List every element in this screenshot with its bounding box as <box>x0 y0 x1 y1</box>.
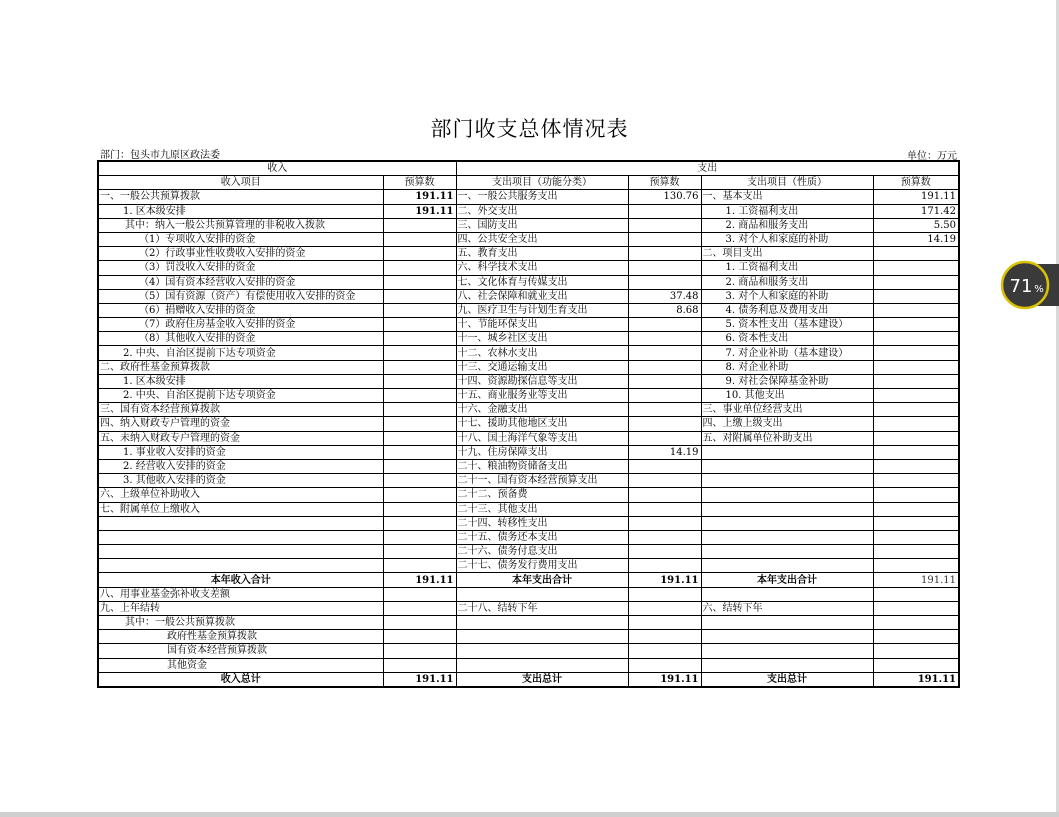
budget-cell <box>628 658 701 672</box>
item-cell: （7）政府住房基金收入安排的资金 <box>98 318 383 332</box>
budget-cell <box>873 658 959 672</box>
item-cell <box>701 502 873 516</box>
department-label: 部门：包头市九原区政法委 <box>100 150 220 161</box>
item-cell: 1. 事业收入安排的资金 <box>98 445 383 459</box>
item-cell: （3）罚没收入安排的资金 <box>98 261 383 275</box>
budget-cell <box>873 332 959 346</box>
budget-cell <box>628 275 701 289</box>
table-row <box>98 318 959 332</box>
table-row <box>98 587 959 601</box>
zoom-value: 71 <box>1009 276 1033 297</box>
table-row <box>98 601 959 615</box>
budget-cell: 191.11 <box>628 672 701 687</box>
table-row <box>98 474 959 488</box>
table-row <box>98 204 959 218</box>
table-row <box>98 190 959 204</box>
budget-cell <box>628 601 701 615</box>
item-cell: 国有资本经营预算拨款 <box>98 644 383 658</box>
budget-cell <box>628 545 701 559</box>
budget-cell <box>628 261 701 275</box>
budget-cell <box>873 275 959 289</box>
item-cell: 十三、交通运输支出 <box>456 360 628 374</box>
budget-cell: 191.11 <box>628 573 701 587</box>
item-cell: 本年支出合计 <box>456 573 628 587</box>
item-cell: 三、国有资本经营预算拨款 <box>98 403 383 417</box>
budget-cell <box>383 545 456 559</box>
budget-cell <box>383 289 456 303</box>
item-cell: 10. 其他支出 <box>701 389 873 403</box>
col-income-item: 收入项目 <box>98 176 383 190</box>
table-row <box>98 218 959 232</box>
budget-cell <box>383 232 456 246</box>
item-cell <box>701 488 873 502</box>
item-cell: 1. 工资福利支出 <box>701 204 873 218</box>
item-cell <box>98 545 383 559</box>
item-cell <box>701 445 873 459</box>
budget-cell <box>873 459 959 473</box>
item-cell: 二十八、结转下年 <box>456 601 628 615</box>
item-cell <box>98 530 383 544</box>
item-cell: 十一、城乡社区支出 <box>456 332 628 346</box>
budget-cell <box>873 502 959 516</box>
budget-cell <box>383 403 456 417</box>
budget-cell <box>628 332 701 346</box>
item-cell: 十七、援助其他地区支出 <box>456 417 628 431</box>
budget-cell <box>383 431 456 445</box>
item-cell: 6. 资本性支出 <box>701 332 873 346</box>
budget-cell: 191.11 <box>873 190 959 204</box>
budget-cell <box>873 247 959 261</box>
item-cell <box>701 530 873 544</box>
budget-cell <box>628 587 701 601</box>
budget-cell: 14.19 <box>628 445 701 459</box>
budget-cell: 14.19 <box>873 232 959 246</box>
table-row <box>98 261 959 275</box>
item-cell: 1. 工资福利支出 <box>701 261 873 275</box>
budget-cell <box>873 417 959 431</box>
item-cell: 六、结转下年 <box>701 601 873 615</box>
budget-cell <box>873 445 959 459</box>
budget-cell <box>383 445 456 459</box>
table-row <box>98 431 959 445</box>
table-row <box>98 516 959 530</box>
item-cell: 七、附属单位上缴收入 <box>98 502 383 516</box>
budget-cell <box>383 488 456 502</box>
budget-cell <box>383 530 456 544</box>
col-nature-item: 支出项目（性质） <box>701 176 873 190</box>
item-cell: 十、节能环保支出 <box>456 318 628 332</box>
zoom-level-badge[interactable] <box>999 260 1059 310</box>
page-title: 部门收支总体情况表 <box>430 117 629 141</box>
budget-cell <box>383 275 456 289</box>
item-cell <box>701 474 873 488</box>
col-nature-budget: 预算数 <box>873 176 959 190</box>
item-cell: （4）国有资本经营收入安排的资金 <box>98 275 383 289</box>
budget-cell <box>628 530 701 544</box>
item-cell: 八、社会保障和就业支出 <box>456 289 628 303</box>
budget-cell <box>383 644 456 658</box>
item-cell: 十五、商业服务业等支出 <box>456 389 628 403</box>
budget-cell <box>873 516 959 530</box>
budget-cell: 191.11 <box>383 190 456 204</box>
budget-cell <box>383 559 456 573</box>
table-row <box>98 502 959 516</box>
table-row <box>98 530 959 544</box>
item-cell: 十九、住房保障支出 <box>456 445 628 459</box>
budget-cell <box>628 360 701 374</box>
budget-cell <box>873 474 959 488</box>
budget-cell <box>628 218 701 232</box>
budget-cell <box>873 374 959 388</box>
budget-cell <box>873 630 959 644</box>
budget-cell <box>383 303 456 317</box>
item-cell: 六、科学技术支出 <box>456 261 628 275</box>
budget-cell: 191.11 <box>383 672 456 687</box>
item-cell <box>701 658 873 672</box>
table-row <box>98 403 959 417</box>
item-cell: 2. 中央、自治区提前下达专项资金 <box>98 346 383 360</box>
budget-cell <box>628 474 701 488</box>
item-cell: 七、文化体育与传媒支出 <box>456 275 628 289</box>
budget-cell <box>873 601 959 615</box>
budget-cell <box>873 318 959 332</box>
budget-cell: 130.76 <box>628 190 701 204</box>
total-row <box>98 672 959 687</box>
item-cell: 八、用事业基金弥补收支差额 <box>98 587 383 601</box>
item-cell: 3. 其他收入安排的资金 <box>98 474 383 488</box>
table-row <box>98 616 959 630</box>
budget-cell <box>628 204 701 218</box>
item-cell: 二十二、预备费 <box>456 488 628 502</box>
item-cell <box>701 630 873 644</box>
total-row <box>98 573 959 587</box>
table-row <box>98 332 959 346</box>
budget-cell <box>873 587 959 601</box>
budget-cell <box>873 488 959 502</box>
item-cell <box>456 658 628 672</box>
table-row <box>98 303 959 317</box>
item-cell <box>701 644 873 658</box>
item-cell: 二、政府性基金预算拨款 <box>98 360 383 374</box>
item-cell: 一、基本支出 <box>701 190 873 204</box>
table-row <box>98 644 959 658</box>
budget-cell <box>383 601 456 615</box>
table-row <box>98 360 959 374</box>
budget-cell <box>383 318 456 332</box>
item-cell <box>701 459 873 473</box>
col-income-budget: 预算数 <box>383 176 456 190</box>
col-func-item: 支出项目（功能分类） <box>456 176 628 190</box>
item-cell: 3. 对个人和家庭的补助 <box>701 289 873 303</box>
section-header-row <box>98 161 959 176</box>
budget-cell <box>628 431 701 445</box>
table-row <box>98 374 959 388</box>
item-cell: 四、纳入财政专户管理的资金 <box>98 417 383 431</box>
budget-summary-table <box>97 160 960 688</box>
income-section-header: 收入 <box>98 161 456 176</box>
budget-cell <box>628 389 701 403</box>
item-cell <box>701 587 873 601</box>
item-cell: 三、事业单位经营支出 <box>701 403 873 417</box>
item-cell: （6）捐赠收入安排的资金 <box>98 303 383 317</box>
budget-cell <box>383 374 456 388</box>
item-cell: 其他资金 <box>98 658 383 672</box>
item-cell <box>701 545 873 559</box>
item-cell: 二、外交支出 <box>456 204 628 218</box>
budget-cell <box>628 374 701 388</box>
budget-cell <box>873 360 959 374</box>
item-cell: 五、未纳入财政专户管理的资金 <box>98 431 383 445</box>
budget-cell <box>628 502 701 516</box>
item-cell: 其中：一般公共预算拨款 <box>98 616 383 630</box>
item-cell: 二十六、债务付息支出 <box>456 545 628 559</box>
col-func-budget: 预算数 <box>628 176 701 190</box>
item-cell: 二、项目支出 <box>701 247 873 261</box>
item-cell: 二十、粮油物资储备支出 <box>456 459 628 473</box>
page-bottom-edge <box>0 812 1059 817</box>
budget-cell <box>873 389 959 403</box>
table-row <box>98 545 959 559</box>
budget-cell <box>383 417 456 431</box>
budget-cell <box>873 616 959 630</box>
item-cell: 本年收入合计 <box>98 573 383 587</box>
item-cell: 四、上缴上级支出 <box>701 417 873 431</box>
budget-cell <box>873 346 959 360</box>
budget-cell <box>628 318 701 332</box>
budget-cell <box>628 559 701 573</box>
item-cell: 2. 经营收入安排的资金 <box>98 459 383 473</box>
item-cell: 1. 区本级安排 <box>98 204 383 218</box>
budget-cell: 37.48 <box>628 289 701 303</box>
item-cell: 2. 商品和服务支出 <box>701 218 873 232</box>
budget-cell <box>873 431 959 445</box>
table-row <box>98 389 959 403</box>
item-cell: 二十四、转移性支出 <box>456 516 628 530</box>
budget-cell <box>383 360 456 374</box>
item-cell: 十二、农林水支出 <box>456 346 628 360</box>
budget-cell <box>873 644 959 658</box>
item-cell <box>98 559 383 573</box>
item-cell: 9. 对社会保障基金补助 <box>701 374 873 388</box>
column-header-row <box>98 176 959 190</box>
table-row <box>98 488 959 502</box>
budget-cell <box>383 247 456 261</box>
item-cell: 四、公共安全支出 <box>456 232 628 246</box>
item-cell: 2. 中央、自治区提前下达专项资金 <box>98 389 383 403</box>
item-cell: 7. 对企业补助（基本建设） <box>701 346 873 360</box>
table-row <box>98 630 959 644</box>
table-row <box>98 459 959 473</box>
table-row <box>98 559 959 573</box>
item-cell <box>701 559 873 573</box>
budget-cell <box>383 218 456 232</box>
item-cell: 五、教育支出 <box>456 247 628 261</box>
item-cell <box>456 644 628 658</box>
item-cell: 政府性基金预算拨款 <box>98 630 383 644</box>
table-row <box>98 232 959 246</box>
table-row <box>98 658 959 672</box>
item-cell <box>701 516 873 530</box>
budget-cell <box>628 488 701 502</box>
budget-cell <box>628 346 701 360</box>
budget-cell <box>628 616 701 630</box>
item-cell: 本年支出合计 <box>701 573 873 587</box>
table-row <box>98 445 959 459</box>
budget-cell <box>873 303 959 317</box>
item-cell: 2. 商品和服务支出 <box>701 275 873 289</box>
budget-cell: 8.68 <box>628 303 701 317</box>
zoom-unit: % <box>1034 284 1044 295</box>
budget-cell <box>383 502 456 516</box>
budget-cell <box>873 559 959 573</box>
unit-label: 单位：万元 <box>907 151 957 162</box>
table-row <box>98 289 959 303</box>
item-cell: 支出总计 <box>701 672 873 687</box>
item-cell: 二十三、其他支出 <box>456 502 628 516</box>
budget-cell <box>873 261 959 275</box>
budget-cell: 5.50 <box>873 218 959 232</box>
budget-cell <box>628 516 701 530</box>
budget-cell <box>383 346 456 360</box>
item-cell: 三、国防支出 <box>456 218 628 232</box>
item-cell: 六、上级单位补助收入 <box>98 488 383 502</box>
item-cell: 3. 对个人和家庭的补助 <box>701 232 873 246</box>
budget-cell <box>383 261 456 275</box>
item-cell <box>456 630 628 644</box>
budget-cell: 191.11 <box>873 573 959 587</box>
item-cell: 其中：纳入一般公共预算管理的非税收入拨款 <box>98 218 383 232</box>
budget-cell <box>628 644 701 658</box>
budget-cell <box>873 403 959 417</box>
budget-cell <box>383 630 456 644</box>
table-row <box>98 346 959 360</box>
item-cell: 五、对附属单位补助支出 <box>701 431 873 445</box>
budget-cell <box>383 332 456 346</box>
budget-cell <box>383 658 456 672</box>
budget-cell <box>383 474 456 488</box>
budget-cell <box>383 389 456 403</box>
budget-cell <box>873 530 959 544</box>
item-cell: （1）专项收入安排的资金 <box>98 232 383 246</box>
budget-cell <box>628 459 701 473</box>
item-cell: 二十七、债务发行费用支出 <box>456 559 628 573</box>
budget-cell: 191.11 <box>383 573 456 587</box>
item-cell: 支出总计 <box>456 672 628 687</box>
budget-cell <box>383 516 456 530</box>
item-cell: 二十一、国有资本经营预算支出 <box>456 474 628 488</box>
item-cell: 十四、资源勘探信息等支出 <box>456 374 628 388</box>
budget-cell <box>873 545 959 559</box>
table-row <box>98 275 959 289</box>
item-cell: 一、一般公共预算拨款 <box>98 190 383 204</box>
item-cell: 收入总计 <box>98 672 383 687</box>
item-cell: 8. 对企业补助 <box>701 360 873 374</box>
budget-cell: 191.11 <box>873 672 959 687</box>
expense-section-header: 支出 <box>456 161 959 176</box>
budget-cell: 171.42 <box>873 204 959 218</box>
budget-cell <box>628 247 701 261</box>
budget-cell <box>628 232 701 246</box>
budget-cell <box>628 417 701 431</box>
item-cell: 5. 资本性支出（基本建设） <box>701 318 873 332</box>
budget-cell <box>628 630 701 644</box>
table-row <box>98 417 959 431</box>
budget-cell <box>383 616 456 630</box>
item-cell: 二十五、债务还本支出 <box>456 530 628 544</box>
item-cell: 十六、金融支出 <box>456 403 628 417</box>
item-cell: （8）其他收入安排的资金 <box>98 332 383 346</box>
budget-cell <box>383 459 456 473</box>
budget-cell <box>628 403 701 417</box>
budget-cell: 191.11 <box>383 204 456 218</box>
item-cell <box>98 516 383 530</box>
budget-cell <box>873 289 959 303</box>
item-cell: （2）行政事业性收费收入安排的资金 <box>98 247 383 261</box>
item-cell: 4. 债务利息及费用支出 <box>701 303 873 317</box>
item-cell: 1. 区本级安排 <box>98 374 383 388</box>
budget-cell <box>383 587 456 601</box>
item-cell: 九、上年结转 <box>98 601 383 615</box>
item-cell: 九、医疗卫生与计划生育支出 <box>456 303 628 317</box>
item-cell <box>701 616 873 630</box>
item-cell: （5）国有资源（资产）有偿使用收入安排的资金 <box>98 289 383 303</box>
item-cell <box>456 587 628 601</box>
item-cell: 一、一般公共服务支出 <box>456 190 628 204</box>
item-cell: 十八、国土海洋气象等支出 <box>456 431 628 445</box>
item-cell <box>456 616 628 630</box>
table-row <box>98 247 959 261</box>
